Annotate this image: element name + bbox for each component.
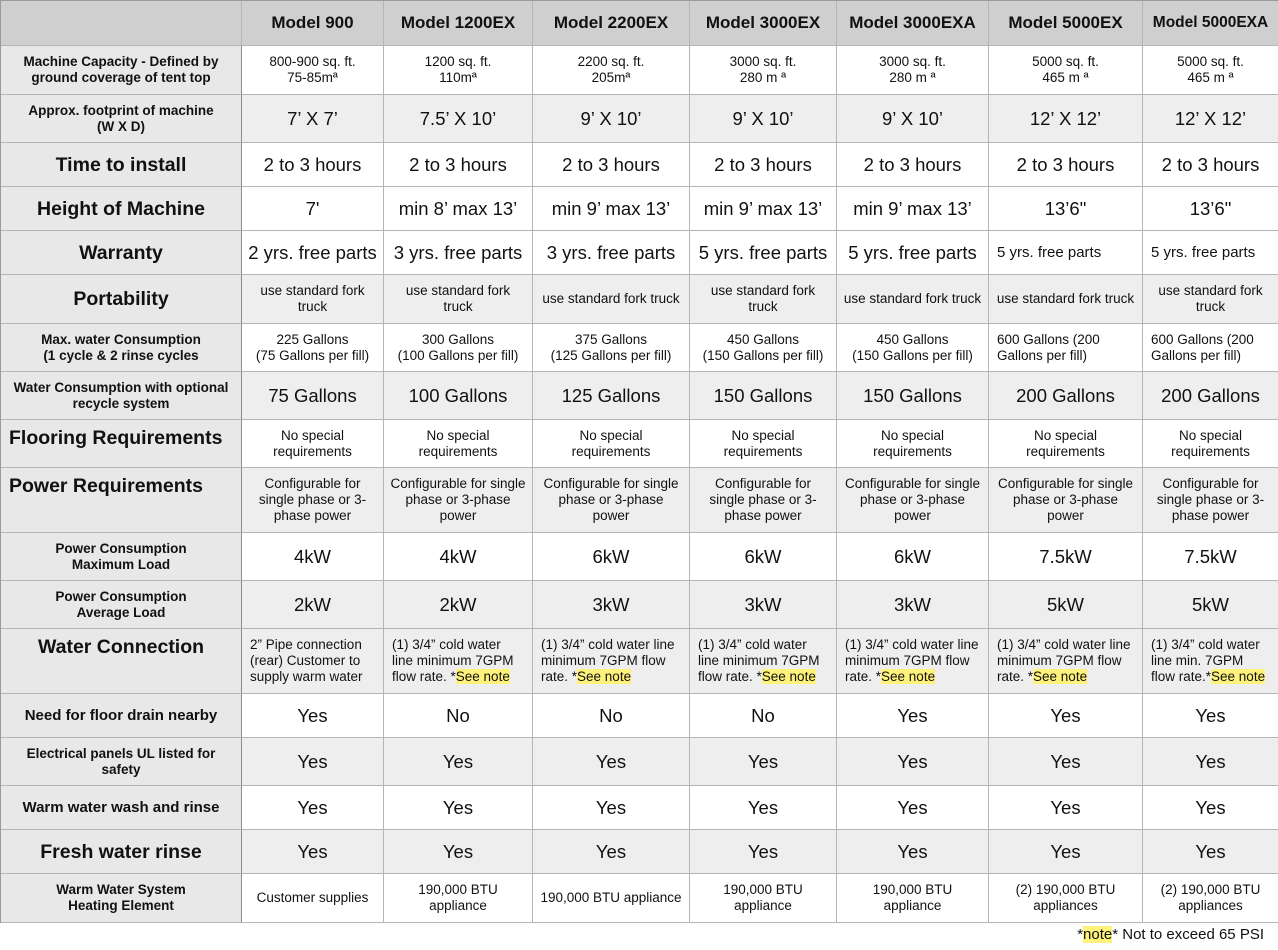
table-cell: 1200 sq. ft. 110mª (384, 46, 533, 95)
table-cell: 190,000 BTU appliance (690, 874, 837, 923)
row-label: Approx. footprint of machine (W X D) (1, 95, 242, 143)
table-cell: use standard fork truck (1143, 275, 1278, 324)
table-cell (989, 629, 1143, 694)
table-cell: 6kW (533, 533, 690, 581)
table-cell: 2 to 3 hours (533, 143, 690, 187)
table-cell: Yes (1143, 786, 1278, 830)
row-label: Power Consumption Maximum Load (1, 533, 242, 581)
table-cell: use standard fork truck (837, 275, 989, 324)
row-label: Flooring Requirements (1, 420, 242, 468)
table-cell (837, 629, 989, 694)
table-cell: (2) 190,000 BTU appliances (989, 874, 1143, 923)
table-cell: 9’ X 10’ (533, 95, 690, 143)
table-cell: 2 to 3 hours (989, 143, 1143, 187)
see-note-link[interactable]: See note (1211, 669, 1266, 684)
row-label: Time to install (1, 143, 242, 187)
table-cell: 13’6" (989, 187, 1143, 231)
row-label: Electrical panels UL listed for safety (1, 738, 242, 786)
table-cell: 5000 sq. ft. 465 m ª (1143, 46, 1278, 95)
table-cell (242, 629, 384, 694)
table-cell: No special requirements (1143, 420, 1278, 468)
table-cell: Yes (989, 786, 1143, 830)
table-cell: 150 Gallons (837, 372, 989, 420)
table-cell: 150 Gallons (690, 372, 837, 420)
table-cell: 9’ X 10’ (837, 95, 989, 143)
table-cell: 4kW (384, 533, 533, 581)
column-header-model-3000ex: Model 3000EX (690, 1, 837, 46)
row-label: Water Connection (1, 629, 242, 694)
table-cell: No special requirements (690, 420, 837, 468)
table-cell: Yes (1143, 830, 1278, 874)
table-cell: Yes (837, 738, 989, 786)
table-cell (533, 629, 690, 694)
table-cell: Yes (1143, 738, 1278, 786)
table-cell: 800-900 sq. ft. 75-85mª (242, 46, 384, 95)
table-cell: use standard fork truck (690, 275, 837, 324)
footnote (1077, 926, 1264, 943)
table-cell: use standard fork truck (533, 275, 690, 324)
cell-text: (1) 3/4” cold water line minimum 7GPM flow rate. * (541, 637, 675, 684)
table-cell: 2kW (384, 581, 533, 629)
table-cell: 450 Gallons (150 Gallons per fill) (690, 324, 837, 372)
table-cell: 5 yrs. free parts (837, 231, 989, 275)
table-cell: 190,000 BTU appliance (533, 874, 690, 923)
table-cell: 7’ X 7’ (242, 95, 384, 143)
table-cell: 7.5’ X 10’ (384, 95, 533, 143)
table-cell: 75 Gallons (242, 372, 384, 420)
table-cell: Configurable for single phase or 3-phase power (384, 468, 533, 533)
table-cell: No (690, 694, 837, 738)
table-cell: 2200 sq. ft. 205mª (533, 46, 690, 95)
table-cell: 450 Gallons (150 Gallons per fill) (837, 324, 989, 372)
table-cell: Yes (690, 738, 837, 786)
see-note-link[interactable]: See note (577, 669, 632, 684)
table-cell: 7' (242, 187, 384, 231)
table-cell: Yes (533, 786, 690, 830)
table-cell: 5 yrs. free parts (690, 231, 837, 275)
cell-text: (1) 3/4” cold water line min. 7GPM flow rate.* (1151, 637, 1260, 684)
table-cell: use standard fork truck (384, 275, 533, 324)
table-cell: 3kW (837, 581, 989, 629)
table-cell: 9’ X 10’ (690, 95, 837, 143)
table-cell: Configurable for single phase or 3-phase power (989, 468, 1143, 533)
column-header-model-1200ex: Model 1200EX (384, 1, 533, 46)
table-cell: 100 Gallons (384, 372, 533, 420)
cell-text: (1) 3/4” cold water line minimum 7GPM flow rate. * (845, 637, 979, 684)
table-cell: Yes (690, 786, 837, 830)
table-cell: Yes (242, 830, 384, 874)
table-cell: Yes (533, 830, 690, 874)
table-cell: min 9’ max 13’ (533, 187, 690, 231)
table-cell: No special requirements (242, 420, 384, 468)
footnote-star: * (1077, 926, 1084, 943)
table-cell: min 9’ max 13’ (690, 187, 837, 231)
table-cell: Yes (837, 694, 989, 738)
table-cell: 2kW (242, 581, 384, 629)
column-header-model-5000ex: Model 5000EX (989, 1, 1143, 46)
row-label: Water Consumption with optional recycle system (1, 372, 242, 420)
table-cell: 5 yrs. free parts (989, 231, 1143, 275)
table-cell: use standard fork truck (989, 275, 1143, 324)
table-cell: 5kW (1143, 581, 1278, 629)
table-cell: 3kW (533, 581, 690, 629)
table-cell: min 9’ max 13’ (837, 187, 989, 231)
table-cell: 3 yrs. free parts (533, 231, 690, 275)
footnote-note-highlight: note (1083, 926, 1113, 943)
table-cell: (2) 190,000 BTU appliances (1143, 874, 1278, 923)
table-cell: Yes (384, 738, 533, 786)
table-cell: Yes (1143, 694, 1278, 738)
row-label: Power Requirements (1, 468, 242, 533)
table-cell: 600 Gallons (200 Gallons per fill) (989, 324, 1143, 372)
column-header-model-3000exa: Model 3000EXA (837, 1, 989, 46)
table-cell: 2 to 3 hours (690, 143, 837, 187)
table-cell: 7.5kW (989, 533, 1143, 581)
table-cell: No special requirements (989, 420, 1143, 468)
table-cell: 2 yrs. free parts (242, 231, 384, 275)
cell-text: (1) 3/4” cold water line minimum 7GPM flow rate. * (997, 637, 1131, 684)
table-cell: Configurable for single phase or 3-phase power (242, 468, 384, 533)
table-cell: 5 yrs. free parts (1143, 231, 1278, 275)
table-cell: No special requirements (384, 420, 533, 468)
row-label: Max. water Consumption (1 cycle & 2 rinse cycles (1, 324, 242, 372)
table-cell: 3000 sq. ft. 280 m ª (690, 46, 837, 95)
see-note-link[interactable]: See note (881, 669, 936, 684)
row-label: Height of Machine (1, 187, 242, 231)
table-cell: 2 to 3 hours (837, 143, 989, 187)
column-header-model-900: Model 900 (242, 1, 384, 46)
table-cell: min 8’ max 13’ (384, 187, 533, 231)
table-cell: 3000 sq. ft. 280 m ª (837, 46, 989, 95)
row-label: Fresh water rinse (1, 830, 242, 874)
table-cell: 13’6" (1143, 187, 1278, 231)
table-cell: Yes (242, 694, 384, 738)
table-cell: No (384, 694, 533, 738)
table-cell: No special requirements (837, 420, 989, 468)
row-label: Power Consumption Average Load (1, 581, 242, 629)
table-cell: 7.5kW (1143, 533, 1278, 581)
table-cell: 2 to 3 hours (384, 143, 533, 187)
table-cell: 5kW (989, 581, 1143, 629)
table-cell: 190,000 BTU appliance (384, 874, 533, 923)
table-cell: Yes (690, 830, 837, 874)
table-cell: 375 Gallons (125 Gallons per fill) (533, 324, 690, 372)
table-cell: Yes (989, 738, 1143, 786)
table-cell: 12’ X 12’ (1143, 95, 1278, 143)
row-label: Machine Capacity - Defined by ground coverage of tent top (1, 46, 242, 95)
see-note-link[interactable]: See note (1033, 669, 1088, 684)
table-cell: Configurable for single phase or 3-phase power (533, 468, 690, 533)
table-cell: 190,000 BTU appliance (837, 874, 989, 923)
table-cell: use standard fork truck (242, 275, 384, 324)
table-cell: 6kW (690, 533, 837, 581)
see-note-link[interactable]: See note (455, 669, 510, 684)
cell-text: (1) 3/4” cold water line minimum 7GPM flow rate. * (698, 637, 820, 684)
table-cell (1143, 629, 1278, 694)
table-cell: 5000 sq. ft. 465 m ª (989, 46, 1143, 95)
cell-text: 2” Pipe connection (rear) Customer to supply warm water (250, 637, 363, 684)
table-cell: No (533, 694, 690, 738)
table-cell: Configurable for single phase or 3-phase power (690, 468, 837, 533)
row-label: Warm Water System Heating Element (1, 874, 242, 923)
table-cell: Yes (242, 738, 384, 786)
table-cell: Yes (837, 830, 989, 874)
footnote-text: * Not to exceed 65 PSI (1112, 926, 1264, 943)
header-corner (1, 1, 242, 46)
table-cell: No special requirements (533, 420, 690, 468)
table-cell: 2 to 3 hours (1143, 143, 1278, 187)
table-cell: 225 Gallons (75 Gallons per fill) (242, 324, 384, 372)
table-cell: Yes (384, 786, 533, 830)
table-cell: 3kW (690, 581, 837, 629)
row-label: Warranty (1, 231, 242, 275)
table-cell: Yes (384, 830, 533, 874)
table-cell: Configurable for single phase or 3-phase power (837, 468, 989, 533)
table-cell: Configurable for single phase or 3-phase power (1143, 468, 1278, 533)
table-cell: Yes (533, 738, 690, 786)
column-header-model-2200ex: Model 2200EX (533, 1, 690, 46)
table-cell: Yes (989, 830, 1143, 874)
table-cell: 200 Gallons (989, 372, 1143, 420)
cell-text: (1) 3/4” cold water line minimum 7GPM flow rate. * (392, 637, 514, 684)
table-cell: 300 Gallons (100 Gallons per fill) (384, 324, 533, 372)
table-cell (690, 629, 837, 694)
table-cell: 200 Gallons (1143, 372, 1278, 420)
table-cell: 4kW (242, 533, 384, 581)
table-cell: 3 yrs. free parts (384, 231, 533, 275)
row-label: Need for floor drain nearby (1, 694, 242, 738)
table-cell: 600 Gallons (200 Gallons per fill) (1143, 324, 1278, 372)
table-cell: Yes (242, 786, 384, 830)
see-note-link[interactable]: See note (761, 669, 816, 684)
table-cell: Yes (837, 786, 989, 830)
row-label: Warm water wash and rinse (1, 786, 242, 830)
table-cell: 6kW (837, 533, 989, 581)
table-cell: Customer supplies (242, 874, 384, 923)
table-cell: 12’ X 12’ (989, 95, 1143, 143)
table-cell: 125 Gallons (533, 372, 690, 420)
table-cell: Yes (989, 694, 1143, 738)
column-header-model-5000exa: Model 5000EXA (1143, 1, 1278, 46)
row-label: Portability (1, 275, 242, 324)
table-cell: 2 to 3 hours (242, 143, 384, 187)
table-cell (384, 629, 533, 694)
